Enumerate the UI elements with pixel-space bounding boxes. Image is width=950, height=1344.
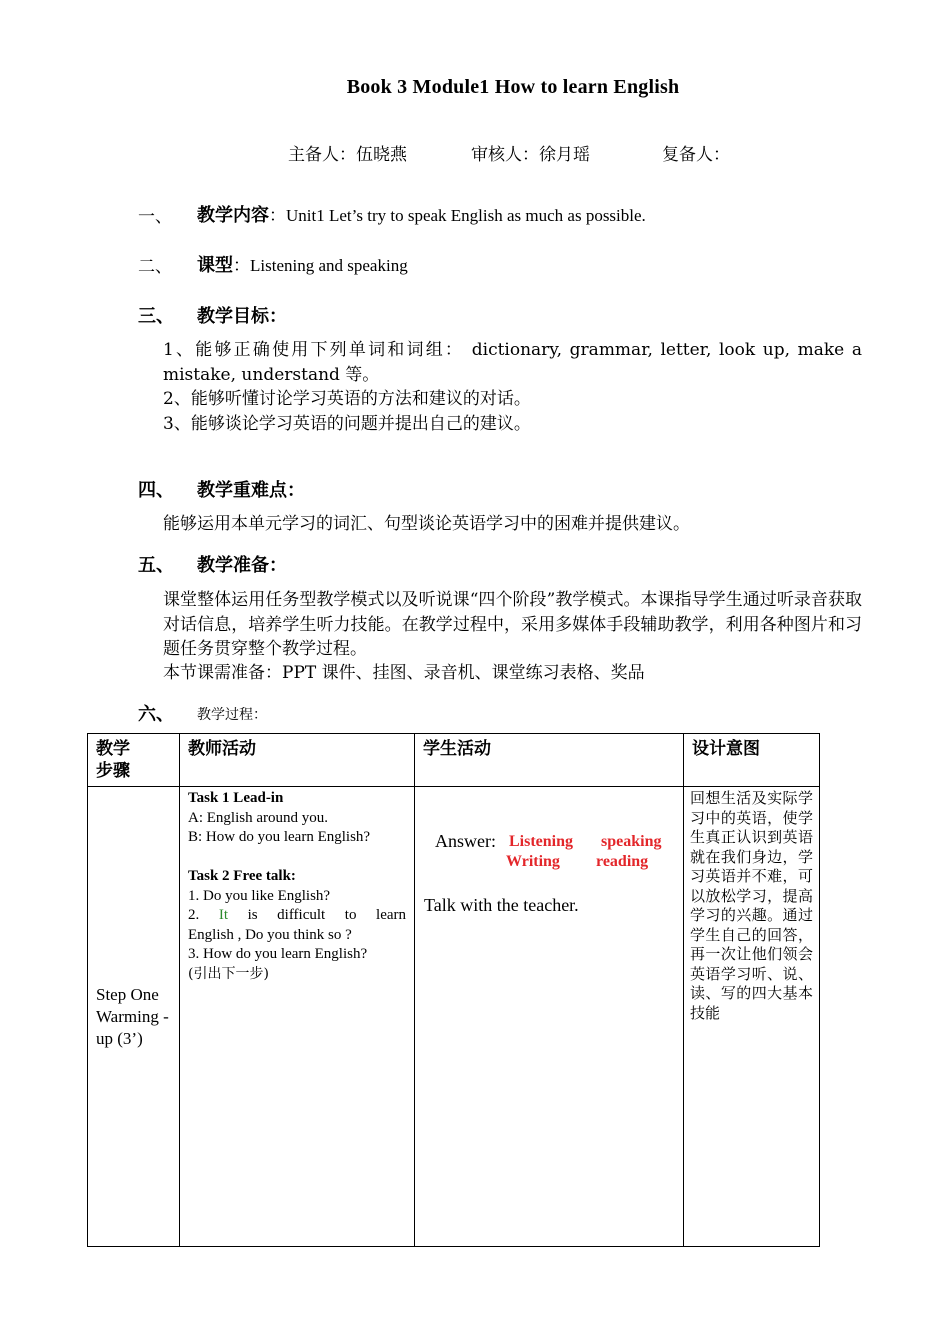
- header-teacher: 教师活动: [180, 734, 415, 787]
- section-2-colon: ：: [233, 256, 250, 276]
- skill-writing: Writing: [506, 853, 560, 870]
- task-2-title: Task 2 Free talk:: [188, 868, 296, 884]
- section-1: [197, 201, 646, 227]
- preparation-paragraph: 课堂整体运用任务型教学模式以及听说课“四个阶段”教学模式。本课指导学生通过听录音获取对话信息，培养学生听力技能。在教学过程中，采用多媒体手段辅助教学，利用各种图片和习题任务贯穿整个教学过程。: [163, 590, 862, 659]
- page-title: Book 3 Module1 How to learn English: [346, 76, 680, 98]
- talk-with-teacher: Talk with the teacher.: [424, 895, 579, 915]
- objective-1: 1、能够正确使用下列单词和词组： dictionary, grammar, letter, look up, make a: [163, 340, 862, 360]
- section-6-number: 六、: [138, 704, 174, 725]
- design-intent-cell: 回想生活及实际学习中的英语，使学生真正认识到英语就在我们身边，学习英语并不难，可以放松学习，提高学习的兴趣。通过学生自己的回答，再一次让他们领会英语学习听、说、读、写的四大基本技能: [684, 787, 820, 1247]
- header-intent: 设计意图: [684, 734, 820, 787]
- header-student: 学生活动: [415, 734, 684, 787]
- section-1-text: Unit1 Let’s try to speak English as much as possible.: [286, 206, 646, 225]
- teacher-activity-cell: [180, 787, 415, 1247]
- question-2-number: 2.: [188, 907, 200, 923]
- question-2-cont: English , Do you think so ?: [188, 926, 352, 943]
- table-row: [88, 787, 820, 1247]
- section-2-text: Listening and speaking: [250, 256, 408, 275]
- section-3-number: 三、: [138, 306, 174, 327]
- section-5-number: 五、: [138, 555, 174, 576]
- section-5-heading: 教学准备：: [197, 555, 287, 576]
- header-step: 教学 步骤: [88, 734, 180, 787]
- co-preparer: 复备人：: [662, 145, 730, 165]
- section-1-number: 一、: [138, 207, 172, 227]
- key-points: 能够运用本单元学习的词汇、句型谈论英语学习中的困难并提供建议。: [163, 514, 690, 534]
- question-2-highlight: It: [218, 907, 228, 923]
- task-1-title: Task 1 Lead-in: [188, 790, 284, 806]
- section-1-colon: ：: [269, 206, 286, 226]
- preparation-materials: 本节课需准备：PPT 课件、挂图、录音机、课堂练习表格、奖品: [163, 663, 645, 683]
- objective-2: 2、能够听懂讨论学习英语的方法和建议的对话。: [163, 389, 531, 409]
- skill-speaking: speaking: [601, 833, 662, 850]
- section-4-heading: 教学重难点：: [197, 480, 305, 501]
- answer-label: Answer:: [435, 831, 496, 851]
- objective-1-cont: mistake, understand 等。: [163, 364, 380, 385]
- question-3-note: (引出下一步): [188, 965, 269, 982]
- step-cell: Step One Warming -up (3’): [88, 787, 180, 1247]
- section-3-heading: 教学目标：: [197, 306, 287, 327]
- section-2-heading: 课型: [197, 255, 233, 276]
- student-activity-cell: [415, 787, 684, 1247]
- task-1-a: A: English around you.: [188, 809, 328, 826]
- lead-preparer: 主备人：伍晓燕: [288, 145, 407, 165]
- table-header-row: [88, 734, 820, 787]
- task-1-b: B: How do you learn English?: [188, 829, 371, 845]
- question-2: [188, 906, 406, 926]
- section-4-number: 四、: [138, 480, 174, 501]
- section-2-number: 二、: [138, 257, 172, 277]
- question-3: 3. How do you learn English?: [188, 946, 368, 962]
- section-1-heading: 教学内容: [197, 205, 269, 226]
- section-6-heading: 教学过程：: [197, 707, 267, 723]
- teaching-process-table: [87, 733, 820, 1247]
- question-2-rest: is difficult to learn: [247, 907, 407, 923]
- reviewer: 审核人：徐月瑶: [471, 145, 590, 165]
- objective-3: 3、能够谈论学习英语的问题并提出自己的建议。: [163, 413, 531, 434]
- section-2: [197, 251, 408, 277]
- skill-listening: Listening: [509, 833, 574, 850]
- skill-reading: reading: [596, 853, 649, 870]
- question-1: 1. Do you like English?: [188, 887, 331, 904]
- objectives: [163, 338, 862, 436]
